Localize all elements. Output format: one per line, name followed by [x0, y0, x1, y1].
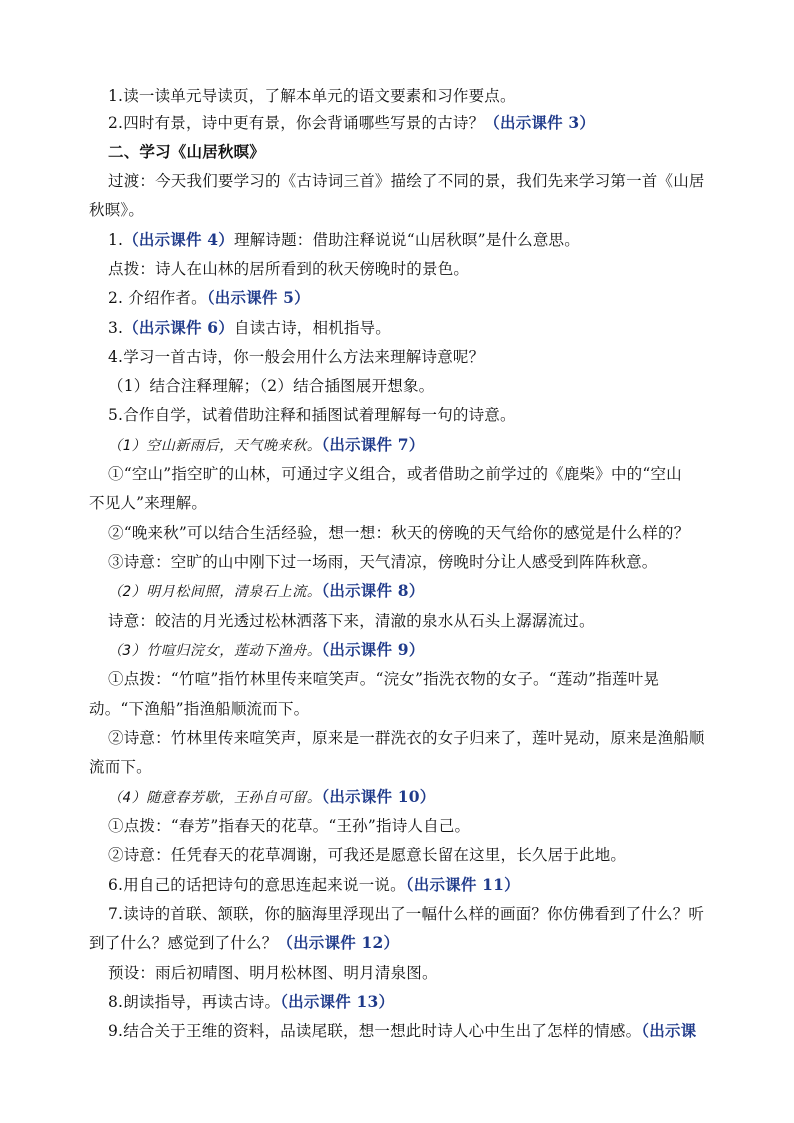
courseware-reference: （出示课件 11）: [405, 875, 520, 894]
text-line: [108, 86, 516, 106]
line-text: ①点拨：“春芳”指春天的花草。“王孙”指诗人自己。: [108, 817, 471, 835]
line-text: （1）结合注释理解；（2）结合插图展开想象。: [108, 377, 435, 395]
text-line: [108, 1021, 696, 1041]
courseware-reference: （出示课件 12）: [277, 933, 400, 952]
section-heading: [108, 142, 265, 162]
text-line: [89, 699, 309, 719]
text-line: [108, 875, 520, 895]
line-text: 秋暝》。: [89, 201, 145, 219]
text-line: [89, 493, 207, 513]
text-line: [108, 728, 705, 748]
line-number: 1.: [108, 231, 124, 249]
line-text: ①点拨：“竹喧”指竹林里传来喧笑声。“浣女”指洗衣物的女子。“莲动”指莲叶晃: [108, 670, 660, 688]
poem-line: [108, 581, 424, 602]
text-line: [108, 523, 689, 543]
line-number: 3.: [108, 319, 124, 337]
text-line: [89, 933, 399, 953]
text-line: [108, 347, 484, 367]
text-line: [108, 669, 659, 689]
text-line: [108, 259, 469, 279]
poem-line: [108, 787, 435, 808]
courseware-reference: （出示课件 4）: [123, 230, 234, 249]
text-line: [108, 171, 705, 191]
line-text: 2. 介绍作者。: [108, 289, 207, 307]
text-line: [89, 757, 152, 777]
line-text: ①“空山”指空旷的山林，可通过字义组合，或者借助之前学过的《鹿柴》中的“空山: [108, 465, 682, 483]
text-line: [108, 552, 658, 572]
line-text: ②“晚来秋”可以结合生活经验，想一想：秋天的傍晚的天气给你的感觉是什么样的？: [108, 524, 690, 542]
line-text: 流而下。: [89, 758, 152, 776]
line-text: 诗意：皎洁的月光透过松林洒落下来，清澈的泉水从石头上潺潺流过。: [108, 612, 595, 630]
text-line: [108, 963, 438, 983]
line-text: 5.合作自学，试着借助注释和插图试着理解每一句的诗意。: [108, 406, 516, 424]
text-line: [108, 904, 704, 924]
text-line: [89, 200, 144, 220]
courseware-reference: （出示课件 10）: [321, 787, 436, 806]
text-line: [108, 376, 434, 396]
line-text: 预设：雨后初晴图、明月松林图、明月清泉图。: [108, 964, 438, 982]
text-line: [108, 464, 682, 484]
text-line: [108, 845, 626, 865]
line-text: ③诗意：空旷的山中刚下过一场雨，天气清凉，傍晚时分让人感受到阵阵秋意。: [108, 553, 658, 571]
line-text: ②诗意：竹林里传来喧笑声，原来是一群洗衣的女子归来了，莲叶晃动，原来是渔船顺: [108, 729, 705, 747]
text-line: [108, 405, 516, 425]
line-text: 不见人”来理解。: [89, 494, 208, 512]
text-line: [108, 611, 595, 631]
courseware-reference: （出示课件 6）: [123, 318, 234, 337]
courseware-reference: （出示课件 3）: [484, 113, 596, 132]
line-text: 1.读一读单元导读页，了解本单元的语文要素和习作要点。: [108, 87, 516, 105]
text-line: [108, 288, 310, 308]
line-text: 过渡：今天我们要学习的《古诗词三首》描绘了不同的景，我们先来学习第一首《山居: [108, 172, 705, 190]
poem-line: [108, 640, 424, 661]
heading-text: 二、学习《山居秋暝》: [108, 142, 266, 161]
courseware-reference: （出示课件 9）: [321, 640, 425, 659]
poem-text: （4）随意春芳歇，王孙自可留。: [108, 790, 322, 806]
text-line: [108, 318, 391, 338]
text-line: [108, 113, 595, 133]
line-text: 7.读诗的首联、颔联，你的脑海里浮现出了一幅什么样的画面？你仿佛看到了什么？听: [108, 905, 705, 923]
courseware-reference: （出示课件 7）: [321, 435, 425, 454]
line-text: 4.学习一首古诗，你一般会用什么方法来理解诗意呢？: [108, 348, 485, 366]
line-text: 2.四时有景，诗中更有景，你会背诵哪些写景的古诗？: [108, 114, 485, 132]
poem-text: （2）明月松间照，清泉石上流。: [108, 584, 322, 600]
line-text: 动。“下渔船”指渔船顺流而下。: [89, 700, 310, 718]
courseware-reference: （出示课件 5）: [206, 288, 310, 307]
line-text: 6.用自己的话把诗句的意思连起来说一说。: [108, 876, 406, 894]
line-text: 理解诗题：借助注释说说“山居秋暝”是什么意思。: [234, 231, 580, 249]
line-text: 8.朗读指导，再读古诗。: [108, 993, 281, 1011]
line-text: ②诗意：任凭春天的花草凋谢，可我还是愿意长留在这里，长久居于此地。: [108, 846, 627, 864]
text-line: [108, 230, 580, 250]
courseware-reference: （出示课件 8）: [321, 581, 425, 600]
poem-text: （3）竹喧归浣女，莲动下渔舟。: [108, 643, 322, 659]
text-line: [108, 992, 394, 1012]
line-text: 自读古诗，相机指导。: [234, 319, 392, 337]
courseware-reference: （出示课件 13）: [280, 992, 395, 1011]
line-text: 到了什么？感觉到了什么？: [89, 934, 278, 952]
poem-line: [108, 435, 424, 456]
line-text: 点拨：诗人在山林的居所看到的秋天傍晚时的景色。: [108, 260, 470, 278]
courseware-reference: （出示课: [641, 1021, 697, 1040]
text-line: [108, 816, 470, 836]
line-text: 9.结合关于王维的资料，品读尾联，想一想此时诗人心中生出了怎样的情感。: [108, 1022, 642, 1040]
poem-text: （1）空山新雨后，天气晚来秋。: [108, 438, 322, 454]
